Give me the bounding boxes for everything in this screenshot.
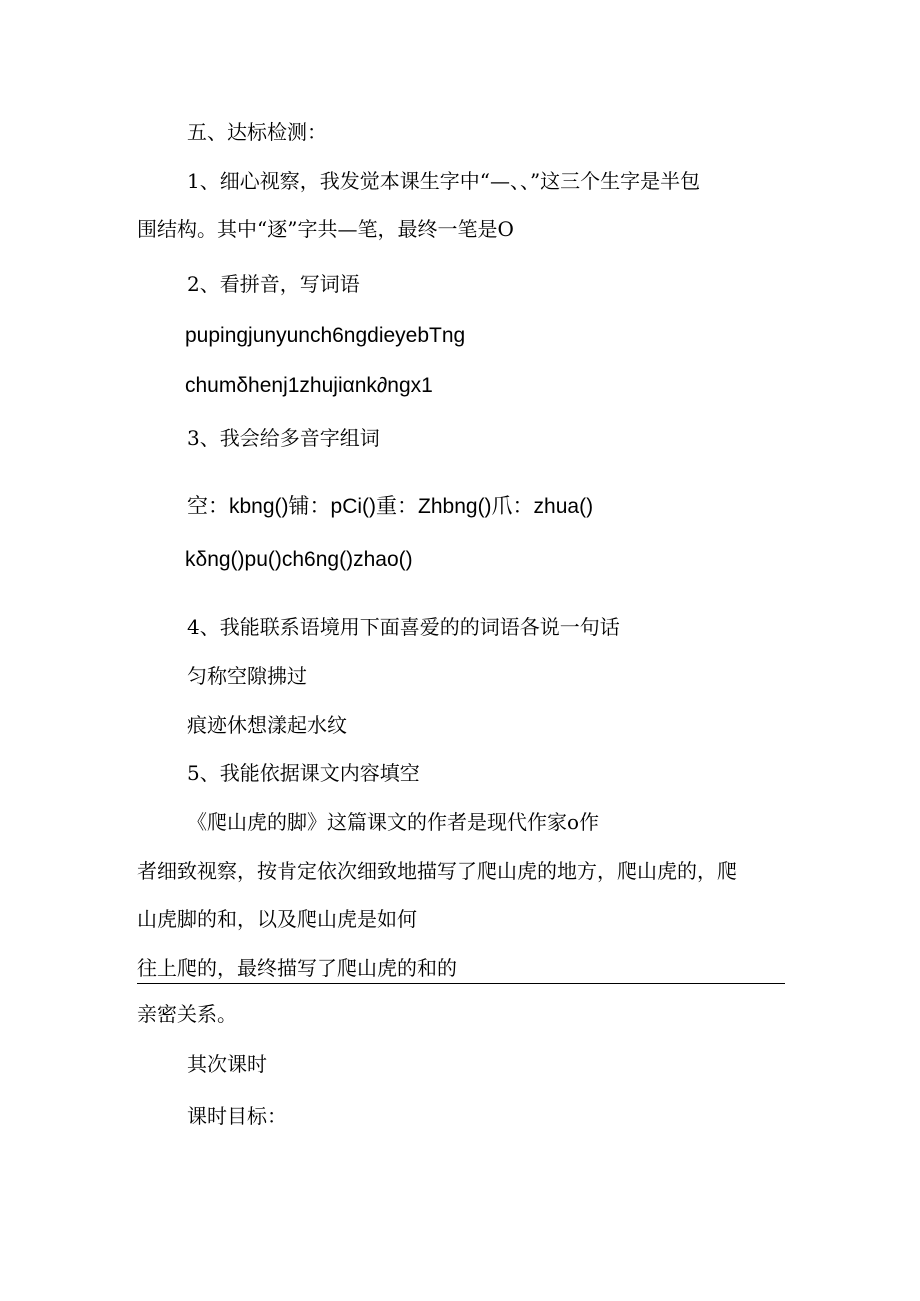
question-1-line-1: 1、细心视察，我发觉本课生字中“—、、”这三个生字是半包 [187,169,701,193]
word-list-2: 痕迹休想漾起水纹 [187,713,347,737]
question-5-title: 5、我能依据课文内容填空 [187,761,420,785]
polyphone-line-1: 空：kbng()铺：pCi()重：Zhbng()爪：zhua() [187,495,594,518]
word-list-1: 匀称空隙拂过 [187,664,307,688]
polyphone-line-2: kδng()pu()ch6ng()zhao() [185,548,413,571]
pinyin-line-1: pupingjunyunch6ngdieyebTng [185,324,466,347]
question-2-title: 2、看拼音，写词语 [187,272,360,296]
question-1-line-2: 围结构。其中“逐”字共—笔，最终一笔是O [137,217,514,241]
second-lesson-heading: 其次课时 [187,1052,267,1076]
fill-blank-line-3: 山虎脚的和，以及爬山虎是如何 [137,907,417,931]
lesson-goals-heading: 课时目标： [187,1104,287,1128]
question-4-title: 4、我能联系语境用下面喜爱的的词语各说一句话 [187,615,620,639]
fill-blank-line-2: 者细致视察，按肯定依次细致地描写了爬山虎的地方，爬山虎的，爬 [137,859,737,883]
pinyin-line-2: chumδhenj1zhujiαnk∂ngx1 [185,374,433,397]
fill-blank-line-4: 往上爬的，最终描写了爬山虎的和的 [137,956,457,980]
horizontal-rule [137,983,785,984]
question-3-title: 3、我会给多音字组词 [187,426,380,450]
fill-blank-line-1: 《爬山虎的脚》这篇课文的作者是现代作家o作 [187,810,600,834]
fill-blank-line-5: 亲密关系。 [137,1002,237,1026]
section-heading: 五、达标检测： [187,120,327,144]
